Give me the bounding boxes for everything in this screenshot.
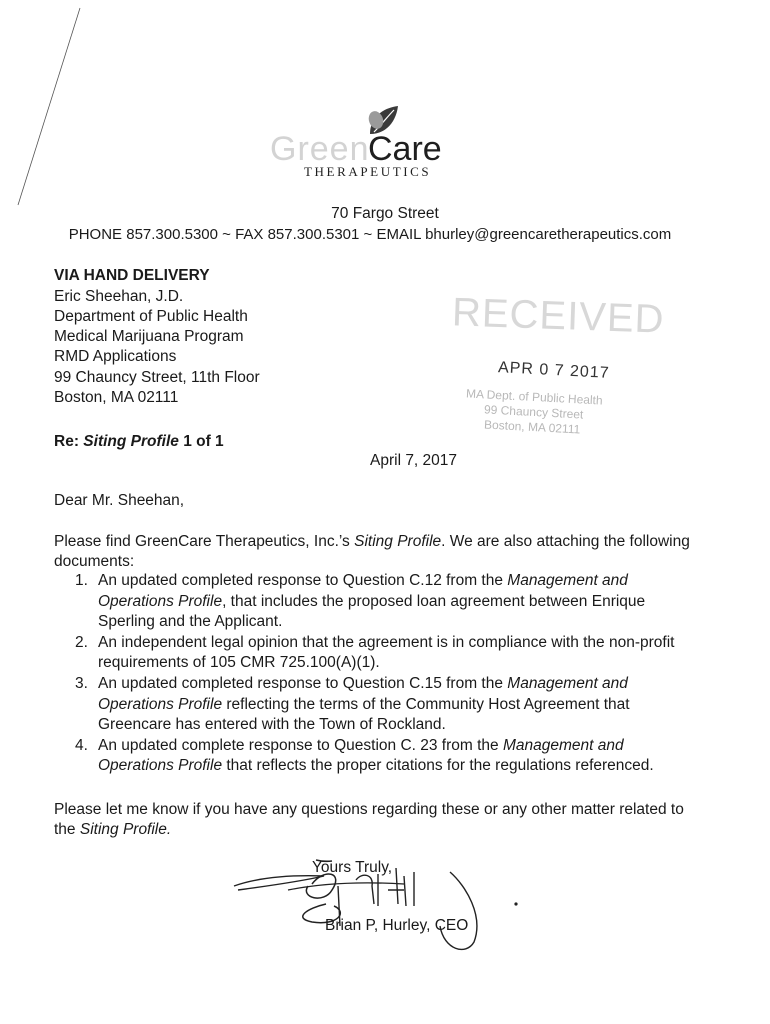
list-item [75,736,695,777]
recipient-line: RMD Applications [54,348,177,365]
received-stamp-word: RECEIVED [451,290,666,342]
letterhead-contact: PHONE 857.300.5300 ~ FAX 857.300.5301 ~ EMAIL bhurley@greencaretherapeutics.com [68,226,672,243]
list-line: requirements of 105 CMR 725.100(A)(1). [98,654,380,672]
list-italic: Operations Profile [98,757,223,775]
received-stamp-date: APR 0 7 2017 [497,359,611,382]
list-number: 3. [75,674,88,692]
list-line [98,592,695,613]
letter-date: April 7, 2017 [370,452,458,469]
list-line [98,736,695,757]
list-text: An updated completed response to Question C.15 from the [98,674,508,692]
list-line [98,571,695,592]
recipient-line: Medical Marijuana Program [54,328,244,345]
list-line: Greencare has entered with the Town of Rockland. [98,716,446,734]
signature-image [228,846,528,956]
list-text: An updated completed response to Question C.12 from the [98,572,508,589]
list-text: , that includes the proposed loan agreement between Enrique [222,592,646,610]
list-italic: Management and [502,736,624,754]
attached-documents-list [75,571,695,777]
subject-line [54,432,224,452]
received-stamp-line: Boston, MA 02111 [483,417,581,437]
recipient-line: Department of Public Health [54,308,248,325]
salutation: Dear Mr. Sheehan, [54,492,185,509]
scan-mark-line [0,0,100,220]
list-number: 2. [75,633,88,651]
list-item [75,633,695,674]
signoff: Yours Truly, [312,859,393,876]
received-stamp-line: MA Dept. of Public Health [465,386,604,408]
list-italic: Management and [507,572,628,589]
list-number: 1. [75,572,88,589]
intro-line [54,532,690,552]
list-text: that reflects the proper citations for the regulations referenced. [222,757,654,775]
closing-line [54,820,171,840]
received-stamp-line: 99 Chauncy Street [483,402,584,422]
subject-title: Siting Profile [83,433,179,450]
company-logo [268,100,488,180]
closing-text: the [54,821,80,838]
list-line [98,674,695,695]
recipient-line: 99 Chauncy Street, 11th Floor [54,369,260,386]
list-line: Sperling and the Applicant. [98,613,283,631]
closing-line: Please let me know if you have any questions regarding these or any other matter related to [54,801,684,818]
list-line [98,695,695,716]
list-item [75,571,695,633]
logo-subtitle: THERAPEUTICS [304,164,432,179]
list-italic: Management and [507,674,628,692]
list-text: An updated complete response to Question C. 23 from the [98,736,503,754]
closing-italic: Siting Profile. [79,821,172,838]
list-item [75,674,695,736]
recipient-line: Eric Sheehan, J.D. [54,288,184,305]
logo-word-care: Care [368,130,442,168]
recipient-line: Boston, MA 02111 [54,389,179,406]
list-italic: Operations Profile [98,592,223,610]
list-italic: Operations Profile [98,695,223,713]
intro-italic: Siting Profile [354,533,442,550]
logo-word-green: Green [270,130,370,168]
subject-prefix: Re: [54,433,84,450]
delivery-method: VIA HAND DELIVERY [54,267,210,284]
signer-name: Brian P, Hurley, CEO [325,917,469,934]
subject-suffix: 1 of 1 [178,433,224,450]
list-line: An independent legal opinion that the agreement is in compliance with the non-profit [98,633,675,651]
intro-text: Please find GreenCare Therapeutics, Inc.’s [54,533,355,550]
intro-line: documents: [54,553,135,570]
intro-text: . We are also attaching the following [441,533,690,550]
list-number: 4. [75,736,88,754]
letterhead-address: 70 Fargo Street [331,205,439,222]
list-text: reflecting the terms of the Community Host Agreement that [222,695,630,713]
list-line [98,756,695,777]
